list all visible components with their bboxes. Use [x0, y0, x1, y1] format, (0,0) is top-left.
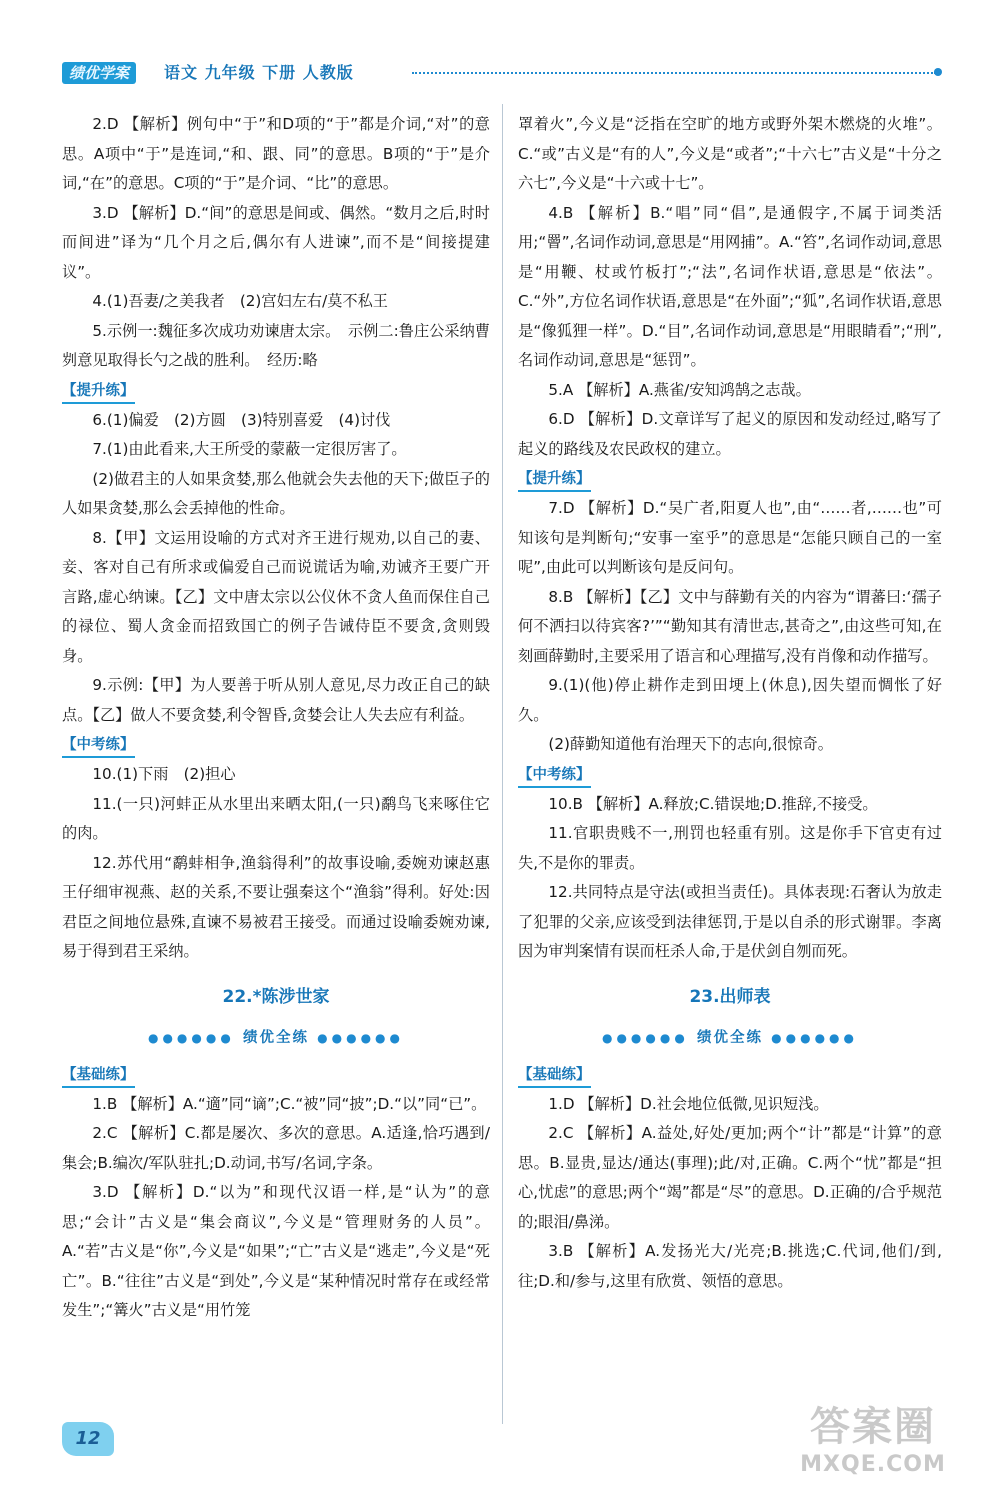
banner-text: 绩优全练: [697, 1030, 763, 1046]
section-label: 【提升练】: [518, 468, 591, 492]
section-label-row: [518, 464, 942, 494]
lesson-title: 22.*陈涉世家: [222, 986, 330, 1007]
answer-paragraph: 1.B 【解析】A.“適”同“谪”;C.“被”同“披”;D.“以”同“已”。: [92, 1094, 487, 1113]
answer-paragraph: 10.B 【解析】A.释放;C.错误地;D.推辞,不接受。: [548, 794, 878, 813]
header-rule-dot: [934, 68, 942, 76]
answer-paragraph: 6.D 【解析】D.文章详写了起义的原因和发动经过,略写了起义的路线及农民政权的建立。: [518, 410, 942, 458]
answer-paragraph: 12.共同特点是守法(或担当责任)。具体表现:石奢认为放走了犯罪的父亲,应该受到法律惩罚,于是以自杀的形式谢罪。李离因为审判案情有误而枉杀人命,于是伏剑自刎而死。: [518, 883, 942, 960]
section-label-row: [62, 376, 490, 406]
watermark-text: 答案圈: [810, 1404, 936, 1450]
column-divider: [502, 104, 503, 1424]
answer-paragraph: 8.B 【解析】【乙】文中与薛勤有关的内容为“谓蕃曰:‘孺子何不洒扫以待宾客?’”“勤知其有清世志,甚奇之”,由这些可知,在刻画薛勤时,主要采用了语言和心理描写,没有肖像和动作描写。: [518, 587, 942, 665]
answer-paragraph: 11.(一只)河蚌正从水里出来晒太阳,(一只)鹬鸟飞来啄住它的肉。: [62, 794, 490, 842]
practice-banner: [518, 1024, 942, 1054]
answer-paragraph: (2)薛勤知道他有治理天下的志向,很惊奇。: [548, 735, 833, 753]
series-logo: 绩优学案: [62, 62, 136, 84]
practice-banner: [62, 1024, 490, 1054]
banner-dots-icon: ●●●●●●: [147, 1031, 243, 1045]
right-column: [518, 110, 942, 1296]
answer-paragraph: 1.D 【解析】D.社会地位低微,见识短浅。: [548, 1094, 829, 1113]
left-column: [62, 110, 490, 1326]
answer-paragraph: 4.B 【解析】B.“唱”同“倡”,是通假字,不属于词类活用;“罾”,名词作动词,意思是“用网捕”。A.“笞”,名词作动词,意思是“用鞭、杖或竹板打”;“法”,名词作状语,意思是“依法”。C.“外”,方位名词作状语,意思是“在外面”;“狐”,名词作状语,意思是“像狐狸一样”。D.“目”,名词作动词,意思是“用眼睛看”;“刑”,名词作动词,意思是“惩罚”。: [518, 203, 942, 369]
answer-paragraph: 3.D 【解析】D.“以为”和现代汉语一样,是“认为”的意思;“会计”古义是“集会商议”,今义是“管理财务的人员”。A.“若”古义是“你”,今义是“如果”;“亡”古义是“逃走”,今义是“死亡”。B.“往往”古义是“到处”,今义是“某种情况时常存在或经常发生”;“篝火”古义是“用竹笼: [62, 1183, 490, 1319]
section-label: 【基础练】: [62, 1064, 135, 1088]
page-number: 12: [62, 1422, 114, 1456]
section-label-row: [62, 1060, 490, 1090]
answer-paragraph: 5.示例一:魏征多次成功劝谏唐太宗。 示例二:鲁庄公采纳曹刿意见取得长勺之战的胜利。 经历:略: [62, 321, 490, 369]
section-label-row: [62, 730, 490, 760]
section-label: 【中考练】: [518, 764, 591, 788]
section-label: 【中考练】: [62, 734, 135, 758]
section-label: 【提升练】: [62, 380, 135, 404]
answer-paragraph: 4.(1)吾妻/之美我者 (2)宫妇左右/莫不私王: [92, 292, 388, 310]
section-label-row: [518, 760, 942, 790]
page-header: [62, 58, 942, 90]
answer-paragraph: 3.D 【解析】D.“间”的意思是间或、偶然。“数月之后,时时而间进”译为“几个月之后,偶尔有人进谏”,而不是“间接提建议”。: [62, 203, 490, 281]
answer-paragraph: (2)做君主的人如果贪婪,那么他就会失去他的天下;做臣子的人如果贪婪,那么会丢掉他的性命。: [62, 469, 490, 517]
answer-paragraph: 2.D 【解析】例句中“于”和D项的“于”都是介词,“对”的意思。A项中“于”是连词,“和、跟、同”的意思。B项的“于”是介词,“在”的意思。C项的“于”是介词、“比”的意思。: [62, 115, 490, 192]
answer-paragraph: 5.A 【解析】A.燕雀/安知鸿鹄之志哉。: [548, 380, 811, 399]
section-label: 【基础练】: [518, 1064, 591, 1088]
lesson-title: 23.出师表: [689, 986, 771, 1007]
answer-paragraph: 8.【甲】文运用设喻的方式对齐王进行规劝,以自己的妻、妾、客对自己有所求或偏爱自己而说谎话为喻,劝诫齐王要广开言路,虚心纳谏。【乙】文中唐太宗以公仪休不贪人鱼而保住自己的禄位、蜀人贪金而招致国亡的例子告诫侍臣不要贪,贪则毁身。: [62, 528, 490, 665]
banner-dots-icon: ●●●●●●: [309, 1031, 405, 1045]
banner-text: 绩优全练: [243, 1030, 309, 1046]
answer-paragraph: 12.苏代用“鹬蚌相争,渔翁得利”的故事设喻,委婉劝谏赵惠王仔细审视燕、赵的关系,不要让强秦这个“渔翁”得利。好处:因君臣之间地位悬殊,直谏不易被君王接受。而通过设喻委婉劝谏,易于得到君王采纳。: [62, 853, 490, 960]
answer-paragraph: 9.示例:【甲】为人要善于听从别人意见,尽力改正自己的缺点。【乙】做人不要贪婪,利令智昏,贪婪会让人失去应有利益。: [62, 676, 490, 724]
book-info: 语文 九年级 下册 人教版: [164, 63, 354, 82]
answer-paragraph: 6.(1)偏爱 (2)方圆 (3)特别喜爱 (4)讨伐: [92, 410, 391, 429]
answer-paragraph: 10.(1)下雨 (2)担心: [92, 765, 236, 783]
answer-paragraph: 3.B 【解析】A.发扬光大/光亮;B.挑选;C.代词,他们/到,往;D.和/参与,这里有欣赏、领悟的意思。: [518, 1242, 942, 1290]
answer-paragraph: 2.C 【解析】C.都是屡次、多次的意思。A.适逢,恰巧遇到/集会;B.编次/军队驻扎;D.动词,书写/名词,字条。: [62, 1124, 490, 1172]
answer-paragraph: 7.D 【解析】D.“吴广者,阳夏人也”,由“……者,……也”可知该句是判断句;“安事一室乎”的意思是“怎能只顾自己的一室呢”,由此可以判断该句是反问句。: [518, 499, 942, 576]
answer-paragraph: 11.官职贵贱不一,刑罚也轻重有别。这是你手下官吏有过失,不是你的罪责。: [518, 824, 942, 872]
answer-paragraph: 9.(1)(他)停止耕作走到田埂上(休息),因失望而惆怅了好久。: [518, 676, 942, 724]
banner-dots-icon: ●●●●●●: [601, 1031, 697, 1045]
answer-paragraph: 罩着火”,今义是“泛指在空旷的地方或野外架木燃烧的火堆”。C.“或”古义是“有的人”,今义是“或者”;“十六七”古义是“十分之六七”,今义是“十六或十七”。: [518, 115, 942, 192]
section-label-row: [518, 1060, 942, 1090]
answer-paragraph: 7.(1)由此看来,大王所受的蒙蔽一定很厉害了。: [92, 440, 407, 458]
watermark-logo: [788, 1402, 958, 1488]
watermark-url: MXQE.COM: [800, 1452, 946, 1477]
answer-paragraph: 2.C 【解析】A.益处,好处/更加;两个“计”都是“计算”的意思。B.显贵,显达/通达(事理);此/对,正确。C.两个“忧”都是“担心,忧虑”的意思;两个“竭”都是“尽”的意思。D.正确的/合乎规范的;眼泪/鼻涕。: [518, 1124, 942, 1231]
banner-dots-icon: ●●●●●●: [763, 1031, 859, 1045]
header-dotted-rule: [412, 72, 936, 74]
